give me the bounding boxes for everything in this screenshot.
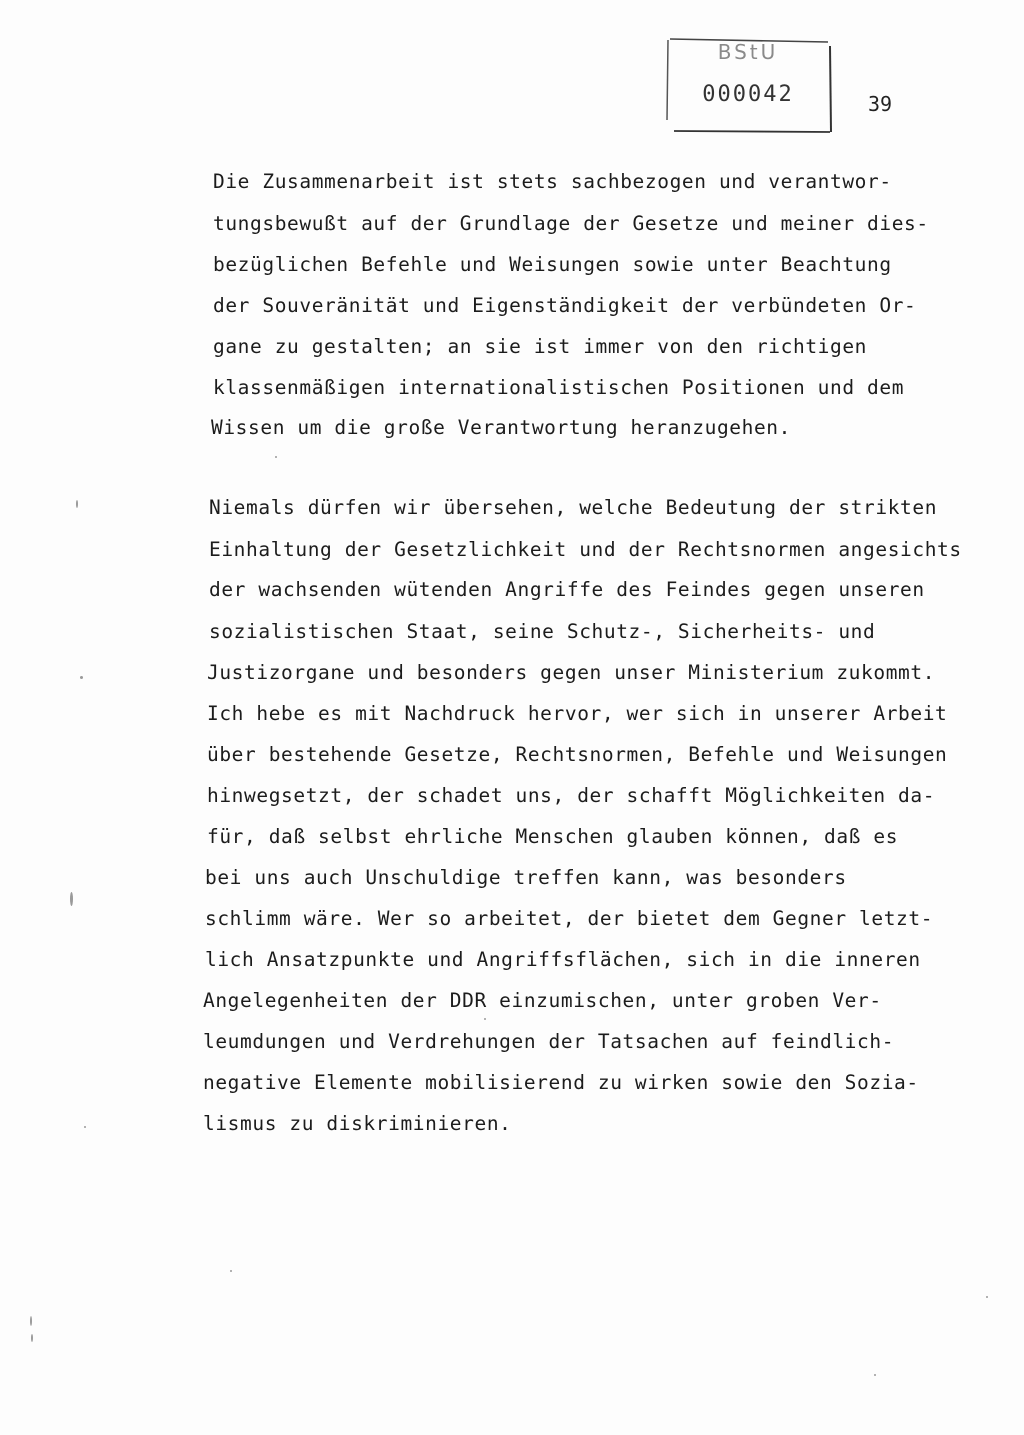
text-line: Niemals dürfen wir übersehen, welche Bedeutung der strikten — [209, 496, 938, 519]
text-line: lismus zu diskriminieren. — [203, 1112, 512, 1135]
text-line: über bestehende Gesetze, Rechtsnormen, Befehle und Weisungen — [207, 743, 948, 766]
text-line: bezüglichen Befehle und Weisungen sowie unter Beachtung — [213, 253, 892, 276]
text-line: Ich hebe es mit Nachdruck hervor, wer sich in unserer Arbeit — [207, 702, 948, 725]
text-line: der Souveränität und Eigenständigkeit der verbündeten Or- — [213, 294, 917, 317]
text-line: negative Elemente mobilisierend zu wirken sowie den Sozia- — [203, 1071, 919, 1094]
speck — [31, 1334, 33, 1342]
text-line: Die Zusammenarbeit ist stets sachbezogen und verantwor- — [213, 170, 892, 193]
archive-stamp — [664, 36, 832, 134]
text-line: leumdungen und Verdrehungen der Tatsachen auf feindlich- — [203, 1030, 895, 1053]
text-line: hinwegsetzt, der schadet uns, der schafft Möglichkeiten da- — [207, 784, 936, 807]
text-line: sozialistischen Staat, seine Schutz-, Sicherheits- und — [209, 620, 876, 643]
text-line: bei uns auch Unschuldige treffen kann, was besonders — [205, 866, 847, 889]
text-line: tungsbewußt auf der Grundlage der Gesetze und meiner dies- — [213, 212, 929, 235]
text-line: Justizorgane und besonders gegen unser Ministerium zukommt. — [207, 661, 936, 684]
speck — [275, 456, 277, 458]
speck — [84, 1126, 86, 1128]
text-line: Einhaltung der Gesetzlichkeit und der Rechtsnormen angesichts — [209, 538, 962, 561]
page-number: 39 — [868, 92, 893, 116]
speck — [80, 676, 83, 679]
speck — [70, 892, 73, 906]
text-line: klassenmäßigen internationalistischen Positionen und dem — [213, 376, 905, 399]
speck — [230, 1270, 232, 1272]
text-line: Wissen um die große Verantwortung heranzugehen. — [211, 416, 791, 439]
stamp-number: 000042 — [702, 82, 794, 107]
stamp-org: BStU — [717, 40, 779, 64]
text-line: für, daß selbst ehrliche Menschen glauben können, daß es — [207, 825, 899, 848]
speck — [30, 1316, 32, 1326]
speck — [484, 1018, 486, 1020]
text-line: gane zu gestalten; an sie ist immer von den richtigen — [213, 335, 868, 358]
speck — [874, 1374, 876, 1376]
text-line: Angelegenheiten der DDR einzumischen, unter groben Ver- — [203, 989, 882, 1012]
text-line: der wachsenden wütenden Angriffe des Feindes gegen unseren — [209, 578, 925, 601]
text-line: schlimm wäre. Wer so arbeitet, der bietet dem Gegner letzt- — [205, 907, 934, 930]
speck — [986, 1296, 988, 1298]
text-line: lich Ansatzpunkte und Angriffsflächen, sich in die inneren — [205, 948, 921, 971]
speck — [76, 500, 78, 508]
